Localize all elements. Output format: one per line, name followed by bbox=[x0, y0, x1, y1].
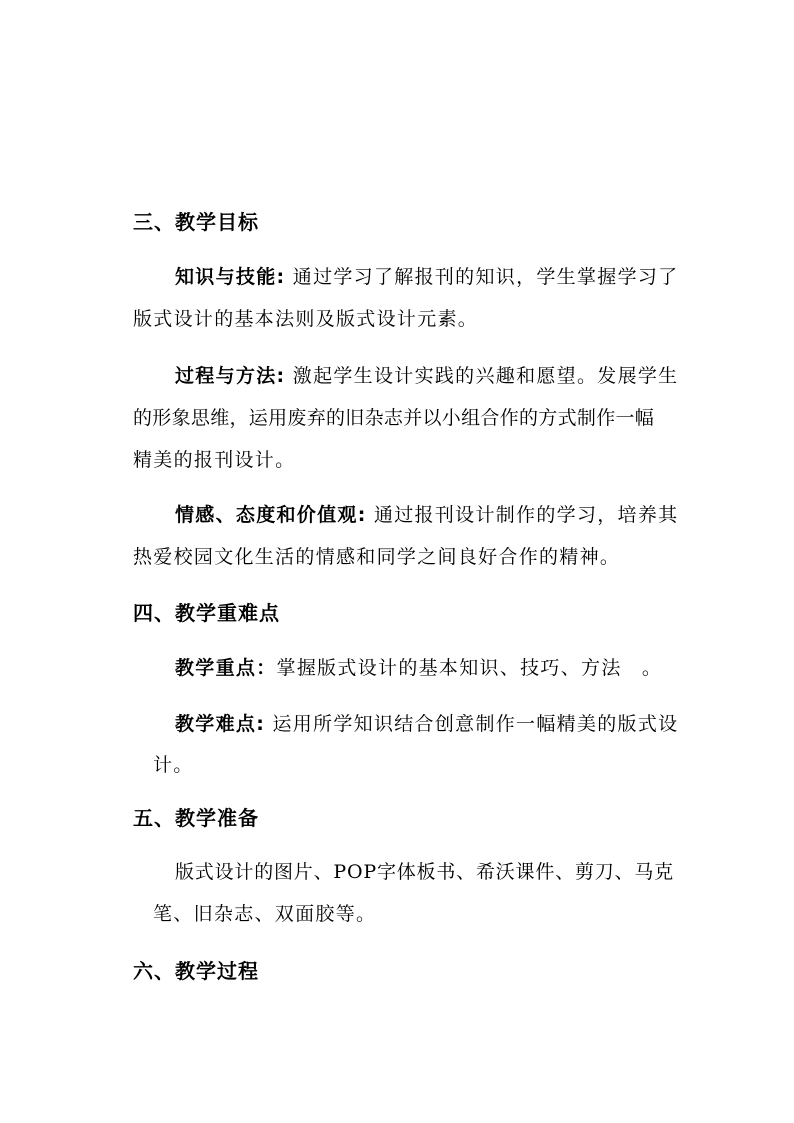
label-knowledge-skills: 知识与技能 bbox=[175, 266, 277, 288]
objective-process-line2: 的形象思维，运用废弃的旧杂志并以小组合作的方式制作一幅 bbox=[133, 407, 655, 429]
difficult-point-line1: 教学难点: 运用所学知识结合创意制作一幅精美的版式设 bbox=[175, 713, 679, 735]
preparation-line2: 笔、旧杂志、双面胶等。 bbox=[153, 903, 377, 925]
label-difficult-point: 教学难点 bbox=[175, 713, 257, 735]
section-heading-objectives: 三、教学目标 bbox=[133, 210, 259, 234]
label-key-point: 教学重点 bbox=[175, 657, 257, 679]
label-process-methods: 过程与方法 bbox=[175, 365, 277, 387]
objective-emotion-line1: 情感、态度和价值观: 通过报刊设计制作的学习，培养其 bbox=[175, 504, 679, 526]
difficult-point-line2: 计。 bbox=[153, 754, 194, 776]
objective-emotion-line2: 热爱校园文化生活的情感和同学之间良好合作的精神。 bbox=[133, 546, 621, 568]
objective-knowledge-line1: 知识与技能: 通过学习了解报刊的知识，学生掌握学习了 bbox=[175, 266, 679, 288]
objective-process-line3: 精美的报刊设计。 bbox=[133, 449, 296, 471]
key-point-line1: 教学重点：掌握版式设计的基本知识、技巧、方法 。 bbox=[175, 657, 663, 679]
section-heading-key-points: 四、教学重难点 bbox=[133, 601, 280, 625]
section-heading-preparation: 五、教学准备 bbox=[133, 806, 259, 830]
preparation-line1: 版式设计的图片、POP字体板书、希沃课件、剪刀、马克 bbox=[175, 861, 674, 883]
label-emotion-values: 情感、态度和价值观 bbox=[175, 504, 358, 526]
objective-process-line1: 过程与方法: 激起学生设计实践的兴趣和愿望。发展学生 bbox=[175, 365, 679, 387]
objective-knowledge-line2: 版式设计的基本法则及版式设计元素。 bbox=[133, 308, 479, 330]
section-heading-process: 六、教学过程 bbox=[133, 959, 259, 983]
